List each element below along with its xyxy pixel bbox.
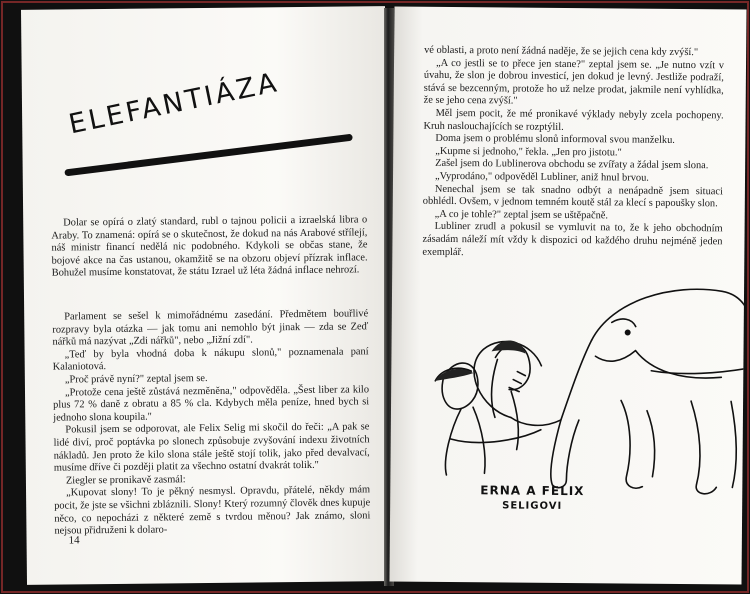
right-page bbox=[389, 6, 746, 584]
paragraph: Pokusil jsem se odporovat, ale Felix Selig mi skočil do řeči: „A pak se lidé diví, proč poptávka po slonech způsobuje zvyšování indexu životních nákladů. Jen proto že kilo slona stále ještě stojí tolik, jako před devalvací, musíme dříve či později platit za všechno ostatní dvakrát tolik." bbox=[53, 421, 370, 474]
paragraph: „A co jestli se to přece jen stane?" zeptal jsem se. „Je nutno vzít v úvahu, že slon je dobrou investicí, jen dokud je levný. Jestliže podraží, stává se bezcenným, protože ho už nelze prodat, jakmile není vyhlídka, že se jeho cena zvýší." bbox=[423, 57, 725, 107]
paragraph: „A co je tohle?" zeptal jsem se uštěpačně. bbox=[434, 208, 609, 222]
chapter-title: ELEFANTIÁZA bbox=[66, 67, 282, 141]
paragraph: „Kupme si jednoho," řekla. „Jen pro jistotu." bbox=[435, 145, 622, 159]
paragraph: Měl jsem pocit, že mé pronikavé výklady nebyly zcela pochopeny. Kruh naslouchajících se rozptýlil. bbox=[423, 107, 724, 133]
illustration-caption-line1: ERNA A FELIX bbox=[480, 483, 585, 499]
left-text-block-2 bbox=[52, 308, 370, 538]
paragraph: Nenechal jsem se tak snadno odbýt a nenápadně jsem situaci obhlédl. Ovšem, v jednom temném koutě stál za klecí s papoušky slon. bbox=[422, 183, 723, 210]
paragraph: Ziegler se pronikavě zasmál: bbox=[65, 473, 186, 487]
paragraph: „Teď by byla vhodná doba k nákupu slonů," poznamenala paní Kalaniotová. bbox=[52, 346, 369, 373]
paragraph: vé oblasti, a proto není žádná naděje, že se jejich cena kdy zvýší." bbox=[424, 44, 699, 59]
left-page bbox=[21, 6, 391, 585]
paragraph: „Kupovat slony! To je pěkný nesmysl. Opravdu, přátelé, někdy mám pocit, že jste se všichni zbláznili. Slony! Který rozumný člověk dnes kupuje něco, co nepocházi z některé země s tvrdou měnou? Jak známo, sloni nejsou přidruženi k dolaro- bbox=[54, 484, 371, 537]
paragraph: Doma jsem o problému slonů informoval svou manželku. bbox=[435, 132, 675, 147]
paragraph: Lubliner zrudl a pokusil se vymluvit na to, že k jeho obchodním zásadám náleží mít vždy k dispozici od každého druhu nejméně jeden exemplář. bbox=[422, 221, 723, 258]
paragraph: „Vyprodáno," odpověděl Lubliner, aniž hnul brvou. bbox=[434, 170, 649, 184]
paragraph: „Protože cena ještě zůstává nezměněna," odpověděla. „Šest liber za kilo plus 72 % daně z obratu a 85 % cla. Kdybych měla peníze, hned bych si jednoho slona koupila." bbox=[53, 383, 370, 424]
paragraph: Parlament se sešel k mimořádnému zasedání. Předmětem bouřlivé rozpravy byla otázka — jak tomu ani nemohlo být jinak — zda se Zeď nářků má nazývat „Zdi nářků", nebo „Jižní zdí". bbox=[52, 308, 369, 348]
paragraph: „Proč právě nyní?" zeptal jsem se. bbox=[64, 372, 208, 386]
paragraph: Zašel jsem do Lublinerova obchodu se zvířaty a žádal jsem slona. bbox=[435, 158, 709, 172]
illustration-caption-line2: SELIGOVI bbox=[502, 500, 563, 512]
book-spread bbox=[18, 8, 744, 590]
page-number: 14 bbox=[68, 534, 80, 547]
paragraph: Dolar se opírá o zlatý standard, rubl o tajnou policii a izraelská libra o Araby. To znamená: opírá se o skutečnost, že dokud na nás Arabové střílejí, náš ministr financí nedělá nic podobného. Kdykoli se občas stane, že bojové akce na čas ustanou, okamžitě se na obzoru objeví přízrak inflace. Bohužel musíme konstatovat, že státu Izrael už léta žádná inflace nehrozí. bbox=[51, 214, 368, 279]
title-brush-stroke bbox=[64, 134, 353, 177]
left-text-block-1 bbox=[51, 214, 368, 280]
right-text-block bbox=[422, 45, 724, 262]
